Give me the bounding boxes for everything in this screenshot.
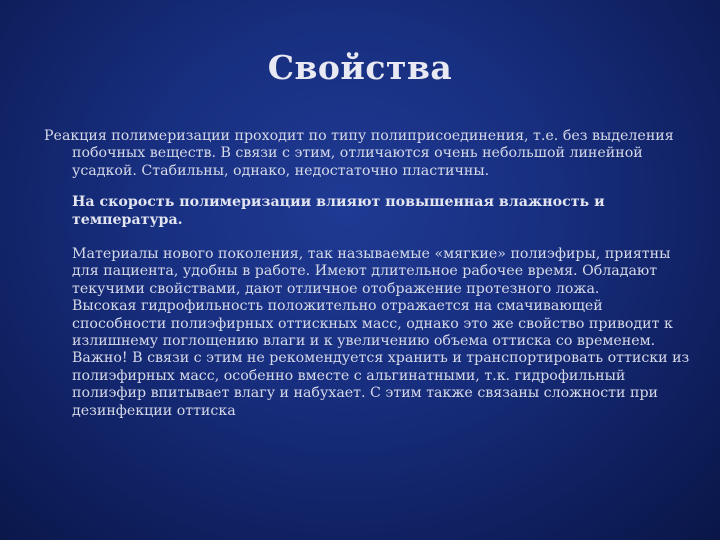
paragraph-polymerization-reaction: Реакция полимеризации проходит по типу полиприсоединения, т.е. без выделения побочных веществ. В связи с этим, отличаются очень небольшой линейной усадкой. Стабильны, однако, недостаточно пластичны. [44, 128, 674, 179]
paragraph-hydrophilicity: Высокая гидрофильность положительно отражается на смачивающей способности полиэфирных оттискных масс, однако это же свойство приводит к излишнему поглощению влаги и к увеличению объема оттиска со временем. Важно! В связи с этим не рекомендуется хранить и транспортировать оттиски из полиэфирных масс, особенно вместе с альгинатными, т.к. гидрофильный полиэфир впитывает влагу и набухает. С этим также связаны сложности при дезинфекции оттиска [72, 298, 690, 419]
paragraph-new-materials [72, 246, 694, 420]
slide-body [44, 128, 694, 420]
paragraph-polymerization-speed: На скорость полимеризации влияют повышенная влажность и температура. [72, 194, 605, 228]
slide-title: Свойства [267, 48, 453, 87]
paragraph-soft-polyethers: Материалы нового поколения, так называемые «мягкие» полиэфиры, приятны для пациента, удобны в работе. Имеют длительное рабочее время. Обладают текучими свойствами, дают отличное отображение протезного ложа. [72, 246, 671, 297]
